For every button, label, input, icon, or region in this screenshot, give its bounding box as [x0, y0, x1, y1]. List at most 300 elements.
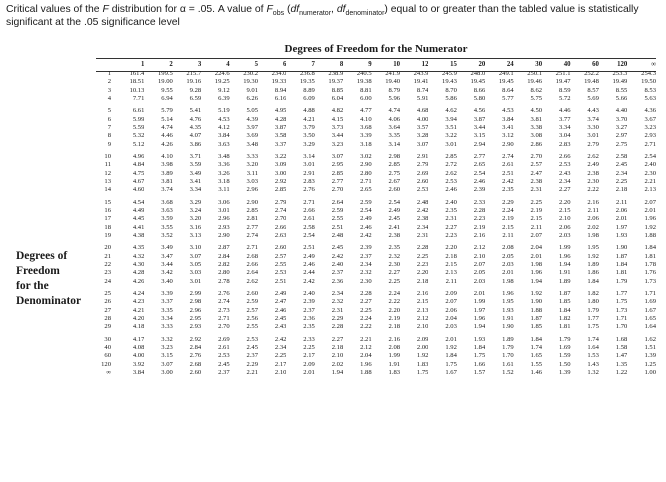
critical-value-cell: 6.00: [360, 94, 372, 102]
critical-value-cell: 1.70: [502, 352, 514, 360]
critical-value-cell: 2.12: [416, 314, 429, 322]
critical-value-cell: 2.76: [218, 290, 230, 298]
critical-value-cell: 5.72: [558, 94, 571, 102]
critical-value-cell: 10.13: [129, 86, 145, 94]
critical-value-cell: 1.93: [502, 306, 514, 314]
critical-value-cell: 2.60: [189, 368, 202, 376]
row-df-label: 3: [107, 86, 111, 94]
critical-value-cell: 5.80: [473, 94, 486, 102]
critical-value-cell: 2.93: [218, 223, 230, 231]
critical-value-cell: 5.77: [502, 94, 514, 102]
critical-value-cell: 3.39: [360, 132, 372, 140]
critical-value-cell: 4.60: [132, 186, 145, 194]
critical-value-cell: 2.85: [274, 186, 287, 194]
critical-value-cell: 2.25: [530, 198, 543, 206]
critical-value-cell: 2.34: [274, 344, 287, 352]
critical-value-cell: 4.53: [218, 115, 230, 123]
column-header: 6: [283, 61, 287, 68]
critical-value-cell: 5.96: [388, 94, 401, 102]
critical-value-cell: 2.22: [388, 298, 401, 306]
critical-value-cell: 6.26: [246, 94, 259, 102]
critical-value-cell: 19.35: [300, 78, 315, 86]
critical-value-cell: 2.27: [558, 186, 571, 194]
critical-value-cell: 2.70: [218, 323, 230, 331]
critical-value-cell: 2.76: [189, 352, 202, 360]
table-row: [96, 269, 656, 277]
critical-value-cell: 2.57: [530, 161, 543, 169]
critical-value-cell: 19.16: [186, 78, 202, 86]
critical-value-cell: 4.28: [274, 115, 287, 123]
critical-value-cell: 6.59: [189, 94, 202, 102]
critical-value-cell: 2.66: [303, 207, 315, 215]
critical-value-cell: 3.94: [445, 115, 457, 123]
table-row: [96, 261, 656, 269]
critical-value-cell: 2.46: [445, 186, 457, 194]
critical-value-cell: 2.70: [530, 153, 543, 161]
critical-value-cell: 3.59: [161, 215, 173, 223]
critical-value-cell: 3.42: [161, 269, 173, 277]
table-caption: Critical values of the F distribution for α = .05. A value of $F_{obs}$ ($df_{numerator}$, $df_{denominator}$) equal to or greater than the tabled value is statistically significant at the .05 significance level: [6, 4, 639, 28]
critical-value-cell: 1.39: [644, 352, 656, 360]
critical-value-cell: 2.35: [388, 244, 401, 252]
critical-value-cell: 2.37: [360, 252, 372, 260]
critical-value-cell: 2.21: [246, 368, 259, 376]
critical-value-cell: 2.03: [473, 277, 486, 285]
critical-value-cell: 2.01: [530, 252, 543, 260]
critical-value-cell: 3.07: [416, 140, 429, 148]
critical-value-cell: 2.61: [218, 344, 230, 352]
critical-value-cell: 1.95: [587, 244, 599, 252]
critical-value-cell: 6.94: [161, 94, 173, 102]
critical-value-cell: 3.24: [189, 207, 202, 215]
critical-value-cell: 1.55: [530, 360, 543, 368]
critical-value-cell: 4.35: [189, 123, 202, 131]
critical-value-cell: 234.0: [271, 70, 287, 77]
critical-value-cell: 2.90: [502, 140, 514, 148]
critical-value-cell: 1.96: [502, 290, 514, 298]
critical-value-cell: 1.89: [587, 260, 599, 268]
critical-value-cell: 2.53: [558, 161, 571, 169]
critical-value-cell: 1.75: [587, 323, 599, 331]
critical-value-cell: 2.34: [416, 223, 429, 231]
critical-value-cell: 2.60: [274, 244, 287, 252]
critical-value-cell: 9.55: [161, 86, 173, 94]
critical-value-cell: 2.29: [246, 360, 259, 368]
critical-value-cell: 3.00: [274, 169, 287, 177]
critical-value-cell: 4.21: [303, 115, 315, 123]
critical-value-cell: 4.38: [132, 231, 145, 239]
critical-value-cell: 2.16: [587, 198, 599, 206]
row-df-label: 11: [104, 161, 111, 169]
critical-value-cell: 224.6: [214, 70, 230, 77]
critical-value-cell: 1.57: [473, 368, 486, 376]
critical-value-cell: 2.49: [274, 290, 287, 298]
critical-value-cell: 2.96: [218, 215, 230, 223]
critical-value-cell: 2.15: [502, 223, 514, 231]
critical-value-cell: 5.66: [615, 94, 628, 102]
critical-value-cell: 1.93: [473, 335, 486, 343]
critical-value-cell: 2.02: [587, 223, 599, 231]
critical-value-cell: 2.32: [331, 298, 344, 306]
critical-value-cell: 4.23: [132, 298, 145, 306]
critical-value-cell: 2.34: [360, 260, 372, 268]
critical-value-cell: 4.07: [189, 132, 202, 140]
critical-value-cell: 2.65: [473, 161, 486, 169]
critical-value-cell: 250.1: [527, 70, 543, 77]
critical-value-cell: 8.57: [587, 86, 599, 94]
critical-value-cell: 3.57: [416, 123, 429, 131]
critical-value-cell: 1.58: [615, 344, 628, 352]
critical-value-cell: 2.35: [445, 207, 457, 215]
critical-value-cell: 2.15: [530, 215, 543, 223]
critical-value-cell: 3.08: [530, 132, 543, 140]
column-header: ∞: [651, 61, 656, 68]
table-row: [96, 70, 656, 78]
critical-value-cell: 4.76: [189, 115, 202, 123]
critical-value-cell: 4.74: [388, 107, 401, 115]
critical-value-cell: 8.79: [388, 86, 401, 94]
row-df-label: ∞: [106, 368, 111, 376]
critical-value-cell: 3.50: [303, 132, 315, 140]
critical-value-cell: 252.2: [584, 70, 599, 77]
critical-value-cell: 3.47: [161, 252, 173, 260]
critical-value-cell: 2.42: [274, 335, 287, 343]
critical-value-cell: 1.65: [530, 352, 543, 360]
critical-value-cell: 2.99: [189, 290, 202, 298]
critical-value-cell: 2.46: [303, 260, 315, 268]
critical-value-cell: 2.28: [416, 244, 429, 252]
critical-value-cell: 1.67: [445, 368, 457, 376]
row-df-label: 40: [104, 344, 111, 352]
critical-value-cell: 2.74: [502, 153, 514, 161]
column-header: 120: [617, 61, 628, 68]
table-row: [96, 141, 656, 149]
critical-value-cell: 4.53: [502, 107, 514, 115]
critical-value-cell: 19.33: [271, 78, 287, 86]
critical-value-cell: 2.84: [218, 252, 230, 260]
critical-value-cell: 3.37: [274, 140, 287, 148]
critical-value-cell: 2.07: [473, 260, 486, 268]
critical-value-cell: 3.44: [473, 123, 486, 131]
critical-value-cell: 3.89: [161, 169, 173, 177]
critical-value-cell: 4.43: [587, 107, 599, 115]
critical-value-cell: 2.85: [445, 153, 457, 161]
critical-value-cell: 2.79: [274, 198, 287, 206]
critical-value-cell: 3.64: [388, 123, 401, 131]
critical-value-cell: 1.88: [644, 231, 656, 239]
critical-value-cell: 1.96: [530, 269, 543, 277]
table-row: [96, 244, 656, 252]
critical-value-cell: 3.74: [161, 186, 173, 194]
critical-value-cell: 253.3: [612, 70, 628, 77]
critical-value-cell: 2.31: [331, 306, 344, 314]
row-df-label: 21: [104, 252, 111, 260]
critical-value-cell: 2.75: [615, 140, 628, 148]
critical-value-cell: 1.96: [644, 215, 656, 223]
critical-value-cell: 2.28: [473, 207, 486, 215]
critical-value-cell: 2.23: [445, 231, 457, 239]
table-row: [96, 323, 656, 331]
critical-value-cell: 2.53: [246, 335, 259, 343]
critical-value-cell: 2.16: [388, 335, 401, 343]
critical-value-cell: 3.14: [303, 153, 315, 161]
critical-value-cell: 2.40: [445, 198, 457, 206]
critical-value-cell: 5.32: [132, 132, 145, 140]
critical-value-cell: 5.12: [132, 140, 145, 148]
critical-value-cell: 2.20: [445, 244, 457, 252]
critical-value-cell: 2.10: [416, 323, 429, 331]
table-row: [96, 153, 656, 161]
critical-value-cell: 2.38: [416, 215, 429, 223]
critical-value-cell: 1.71: [615, 314, 628, 322]
critical-value-cell: 2.15: [445, 260, 457, 268]
critical-value-cell: 3.05: [189, 260, 202, 268]
critical-value-cell: 2.57: [246, 306, 259, 314]
critical-value-cell: 199.5: [157, 70, 173, 77]
critical-value-cell: 2.49: [360, 215, 372, 223]
critical-value-cell: 4.46: [558, 107, 571, 115]
critical-value-cell: 2.25: [416, 252, 429, 260]
critical-value-cell: 5.14: [161, 115, 173, 123]
critical-value-cell: 2.33: [303, 335, 315, 343]
critical-value-cell: 1.97: [473, 306, 486, 314]
critical-value-cell: 2.24: [388, 290, 401, 298]
critical-value-cell: 2.48: [416, 198, 429, 206]
critical-value-cell: 3.87: [274, 123, 287, 131]
critical-value-cell: 1.78: [644, 260, 656, 268]
critical-value-cell: 1.64: [587, 344, 599, 352]
critical-value-cell: 4.18: [132, 323, 145, 331]
critical-value-cell: 2.80: [218, 269, 230, 277]
critical-value-cell: 2.35: [303, 323, 315, 331]
critical-value-cell: 8.66: [473, 86, 486, 94]
critical-value-cell: 2.71: [360, 177, 372, 185]
critical-value-cell: 2.34: [558, 177, 571, 185]
row-df-label: 60: [104, 352, 111, 360]
critical-value-cell: 4.12: [218, 123, 230, 131]
critical-value-cell: 2.54: [644, 153, 656, 161]
critical-value-cell: 2.42: [331, 252, 344, 260]
critical-value-cell: 9.28: [189, 86, 202, 94]
critical-value-cell: 2.48: [331, 231, 344, 239]
column-header: 15: [450, 61, 457, 68]
critical-value-cell: 1.75: [445, 360, 457, 368]
critical-value-cell: 2.46: [473, 177, 486, 185]
critical-value-cell: 3.52: [161, 231, 173, 239]
critical-value-cell: 4.40: [615, 107, 628, 115]
critical-value-cell: 2.91: [303, 169, 315, 177]
critical-value-cell: 2.94: [473, 140, 486, 148]
critical-value-cell: 4.39: [246, 115, 259, 123]
critical-value-cell: 3.77: [558, 115, 571, 123]
critical-value-cell: 1.52: [502, 368, 514, 376]
critical-value-cell: 5.79: [161, 107, 173, 115]
critical-value-cell: 2.34: [331, 290, 344, 298]
critical-value-cell: 2.09: [303, 360, 315, 368]
critical-value-cell: 3.98: [161, 161, 173, 169]
critical-value-cell: 4.26: [161, 140, 173, 148]
critical-value-cell: 3.33: [246, 153, 259, 161]
critical-value-cell: 5.69: [587, 94, 599, 102]
table-row: [96, 78, 656, 86]
critical-value-cell: 2.40: [644, 161, 656, 169]
critical-value-cell: 2.24: [360, 314, 372, 322]
critical-value-cell: 1.94: [473, 323, 486, 331]
critical-value-cell: 2.21: [644, 177, 656, 185]
critical-value-cell: 1.81: [558, 323, 571, 331]
table-row: [96, 232, 656, 240]
critical-value-cell: 1.62: [644, 335, 656, 343]
critical-value-cell: 2.47: [530, 169, 543, 177]
critical-value-cell: 2.01: [502, 269, 514, 277]
critical-value-cell: 2.85: [388, 161, 401, 169]
critical-value-cell: 2.46: [274, 306, 287, 314]
critical-value-cell: 2.18: [615, 186, 628, 194]
critical-value-cell: 2.16: [416, 290, 429, 298]
critical-value-cell: 2.23: [473, 215, 486, 223]
critical-value-cell: 3.11: [246, 169, 259, 177]
critical-value-cell: 2.36: [303, 314, 315, 322]
critical-value-cell: 2.34: [615, 169, 628, 177]
critical-value-cell: 2.37: [303, 306, 315, 314]
table-row: [96, 361, 656, 369]
critical-value-cell: 2.77: [246, 223, 259, 231]
critical-value-cell: 1.96: [558, 252, 571, 260]
critical-value-cell: 1.92: [445, 344, 457, 352]
critical-value-cell: 4.82: [331, 107, 344, 115]
critical-value-cell: 2.06: [587, 215, 599, 223]
critical-value-cell: 2.28: [331, 323, 344, 331]
critical-value-cell: 2.07: [445, 298, 457, 306]
critical-value-cell: 2.67: [388, 177, 401, 185]
critical-value-cell: 2.90: [218, 231, 230, 239]
critical-value-cell: 251.1: [555, 70, 571, 77]
critical-value-cell: 2.19: [502, 215, 514, 223]
critical-value-cell: 2.98: [388, 153, 401, 161]
critical-value-cell: 2.71: [218, 314, 230, 322]
critical-value-cell: 19.49: [612, 78, 628, 86]
critical-value-cell: 8.59: [558, 86, 571, 94]
critical-value-cell: 2.33: [473, 198, 486, 206]
critical-value-cell: 2.20: [416, 269, 429, 277]
critical-value-cell: 2.04: [530, 244, 543, 252]
critical-value-cell: 2.25: [360, 306, 372, 314]
critical-value-cell: 6.61: [132, 107, 145, 115]
critical-value-cell: 3.14: [388, 140, 401, 148]
critical-value-cell: 1.79: [587, 306, 599, 314]
critical-value-cell: 8.62: [530, 86, 543, 94]
critical-value-cell: 2.92: [189, 335, 202, 343]
critical-value-cell: 4.84: [132, 161, 145, 169]
row-df-label: 2: [107, 78, 111, 86]
critical-value-cell: 3.73: [331, 123, 344, 131]
critical-value-cell: 2.05: [502, 252, 514, 260]
critical-value-cell: 1.87: [615, 252, 628, 260]
critical-value-cell: 1.79: [502, 344, 514, 352]
critical-value-cell: 2.27: [445, 223, 457, 231]
critical-value-cell: 3.10: [189, 244, 202, 252]
critical-value-cell: 2.55: [274, 260, 287, 268]
critical-value-cell: 1.99: [473, 298, 486, 306]
critical-value-cell: 2.06: [615, 207, 628, 215]
table-row: [96, 369, 656, 377]
critical-value-cell: 1.74: [587, 335, 599, 343]
critical-value-cell: 3.28: [416, 132, 429, 140]
row-df-label: 5: [107, 107, 111, 115]
critical-value-cell: 236.8: [300, 70, 315, 77]
critical-value-cell: 3.58: [274, 132, 287, 140]
critical-value-cell: 1.90: [502, 323, 514, 331]
critical-value-cell: 2.32: [360, 269, 372, 277]
table-row: [96, 161, 656, 169]
critical-value-cell: 1.74: [530, 344, 543, 352]
critical-value-cell: 5.91: [416, 94, 429, 102]
column-header-row: [96, 60, 656, 70]
critical-value-cell: 1.84: [587, 277, 599, 285]
critical-value-cell: 2.45: [331, 244, 344, 252]
critical-value-cell: 2.01: [303, 368, 315, 376]
critical-value-cell: 2.54: [303, 231, 315, 239]
critical-value-cell: 8.85: [331, 86, 344, 94]
critical-value-cell: 2.42: [303, 277, 315, 285]
critical-value-cell: 2.69: [416, 169, 429, 177]
critical-value-cell: 8.81: [360, 86, 372, 94]
critical-value-cell: 3.40: [161, 277, 173, 285]
critical-value-cell: 3.20: [246, 161, 259, 169]
critical-value-cell: 2.68: [189, 360, 202, 368]
critical-value-cell: 1.68: [615, 335, 628, 343]
critical-value-cell: 4.95: [274, 107, 287, 115]
critical-value-cell: 2.62: [587, 153, 599, 161]
critical-value-cell: 2.79: [587, 140, 599, 148]
critical-value-cell: 2.19: [473, 223, 486, 231]
critical-value-cell: 2.53: [416, 186, 429, 194]
critical-value-cell: 2.06: [445, 306, 457, 314]
critical-value-cell: 1.87: [530, 314, 543, 322]
row-df-label: 4: [107, 94, 111, 102]
critical-value-cell: 6.16: [274, 94, 287, 102]
critical-value-cell: 1.92: [587, 252, 599, 260]
critical-value-cell: 2.45: [615, 161, 628, 169]
critical-value-cell: 2.06: [558, 223, 571, 231]
critical-value-cell: 2.68: [246, 252, 259, 260]
critical-value-cell: 2.28: [360, 290, 372, 298]
critical-value-cell: 4.75: [132, 169, 145, 177]
critical-value-cell: 245.9: [442, 70, 457, 77]
critical-value-cell: 2.53: [218, 352, 230, 360]
critical-value-cell: 2.20: [558, 198, 571, 206]
critical-value-cell: 249.1: [498, 70, 514, 77]
critical-value-cell: 2.56: [246, 314, 259, 322]
critical-value-cell: 2.05: [473, 269, 486, 277]
column-header: 3: [197, 61, 202, 68]
critical-value-cell: 1.98: [530, 260, 543, 268]
critical-value-cell: 2.70: [274, 215, 287, 223]
critical-value-cell: 1.93: [615, 231, 628, 239]
critical-value-cell: 3.29: [189, 198, 202, 206]
critical-value-cell: 4.45: [132, 215, 145, 223]
table-row: [96, 199, 656, 207]
row-header-corner: [96, 60, 116, 70]
critical-value-cell: 2.83: [303, 177, 315, 185]
table-row: [96, 132, 656, 140]
critical-value-cell: 2.27: [360, 298, 372, 306]
critical-value-cell: 2.07: [530, 231, 543, 239]
critical-value-cell: 19.50: [641, 78, 656, 86]
critical-value-cell: 1.73: [644, 277, 656, 285]
critical-value-cell: 2.13: [416, 306, 429, 314]
critical-value-cell: 1.89: [558, 277, 571, 285]
